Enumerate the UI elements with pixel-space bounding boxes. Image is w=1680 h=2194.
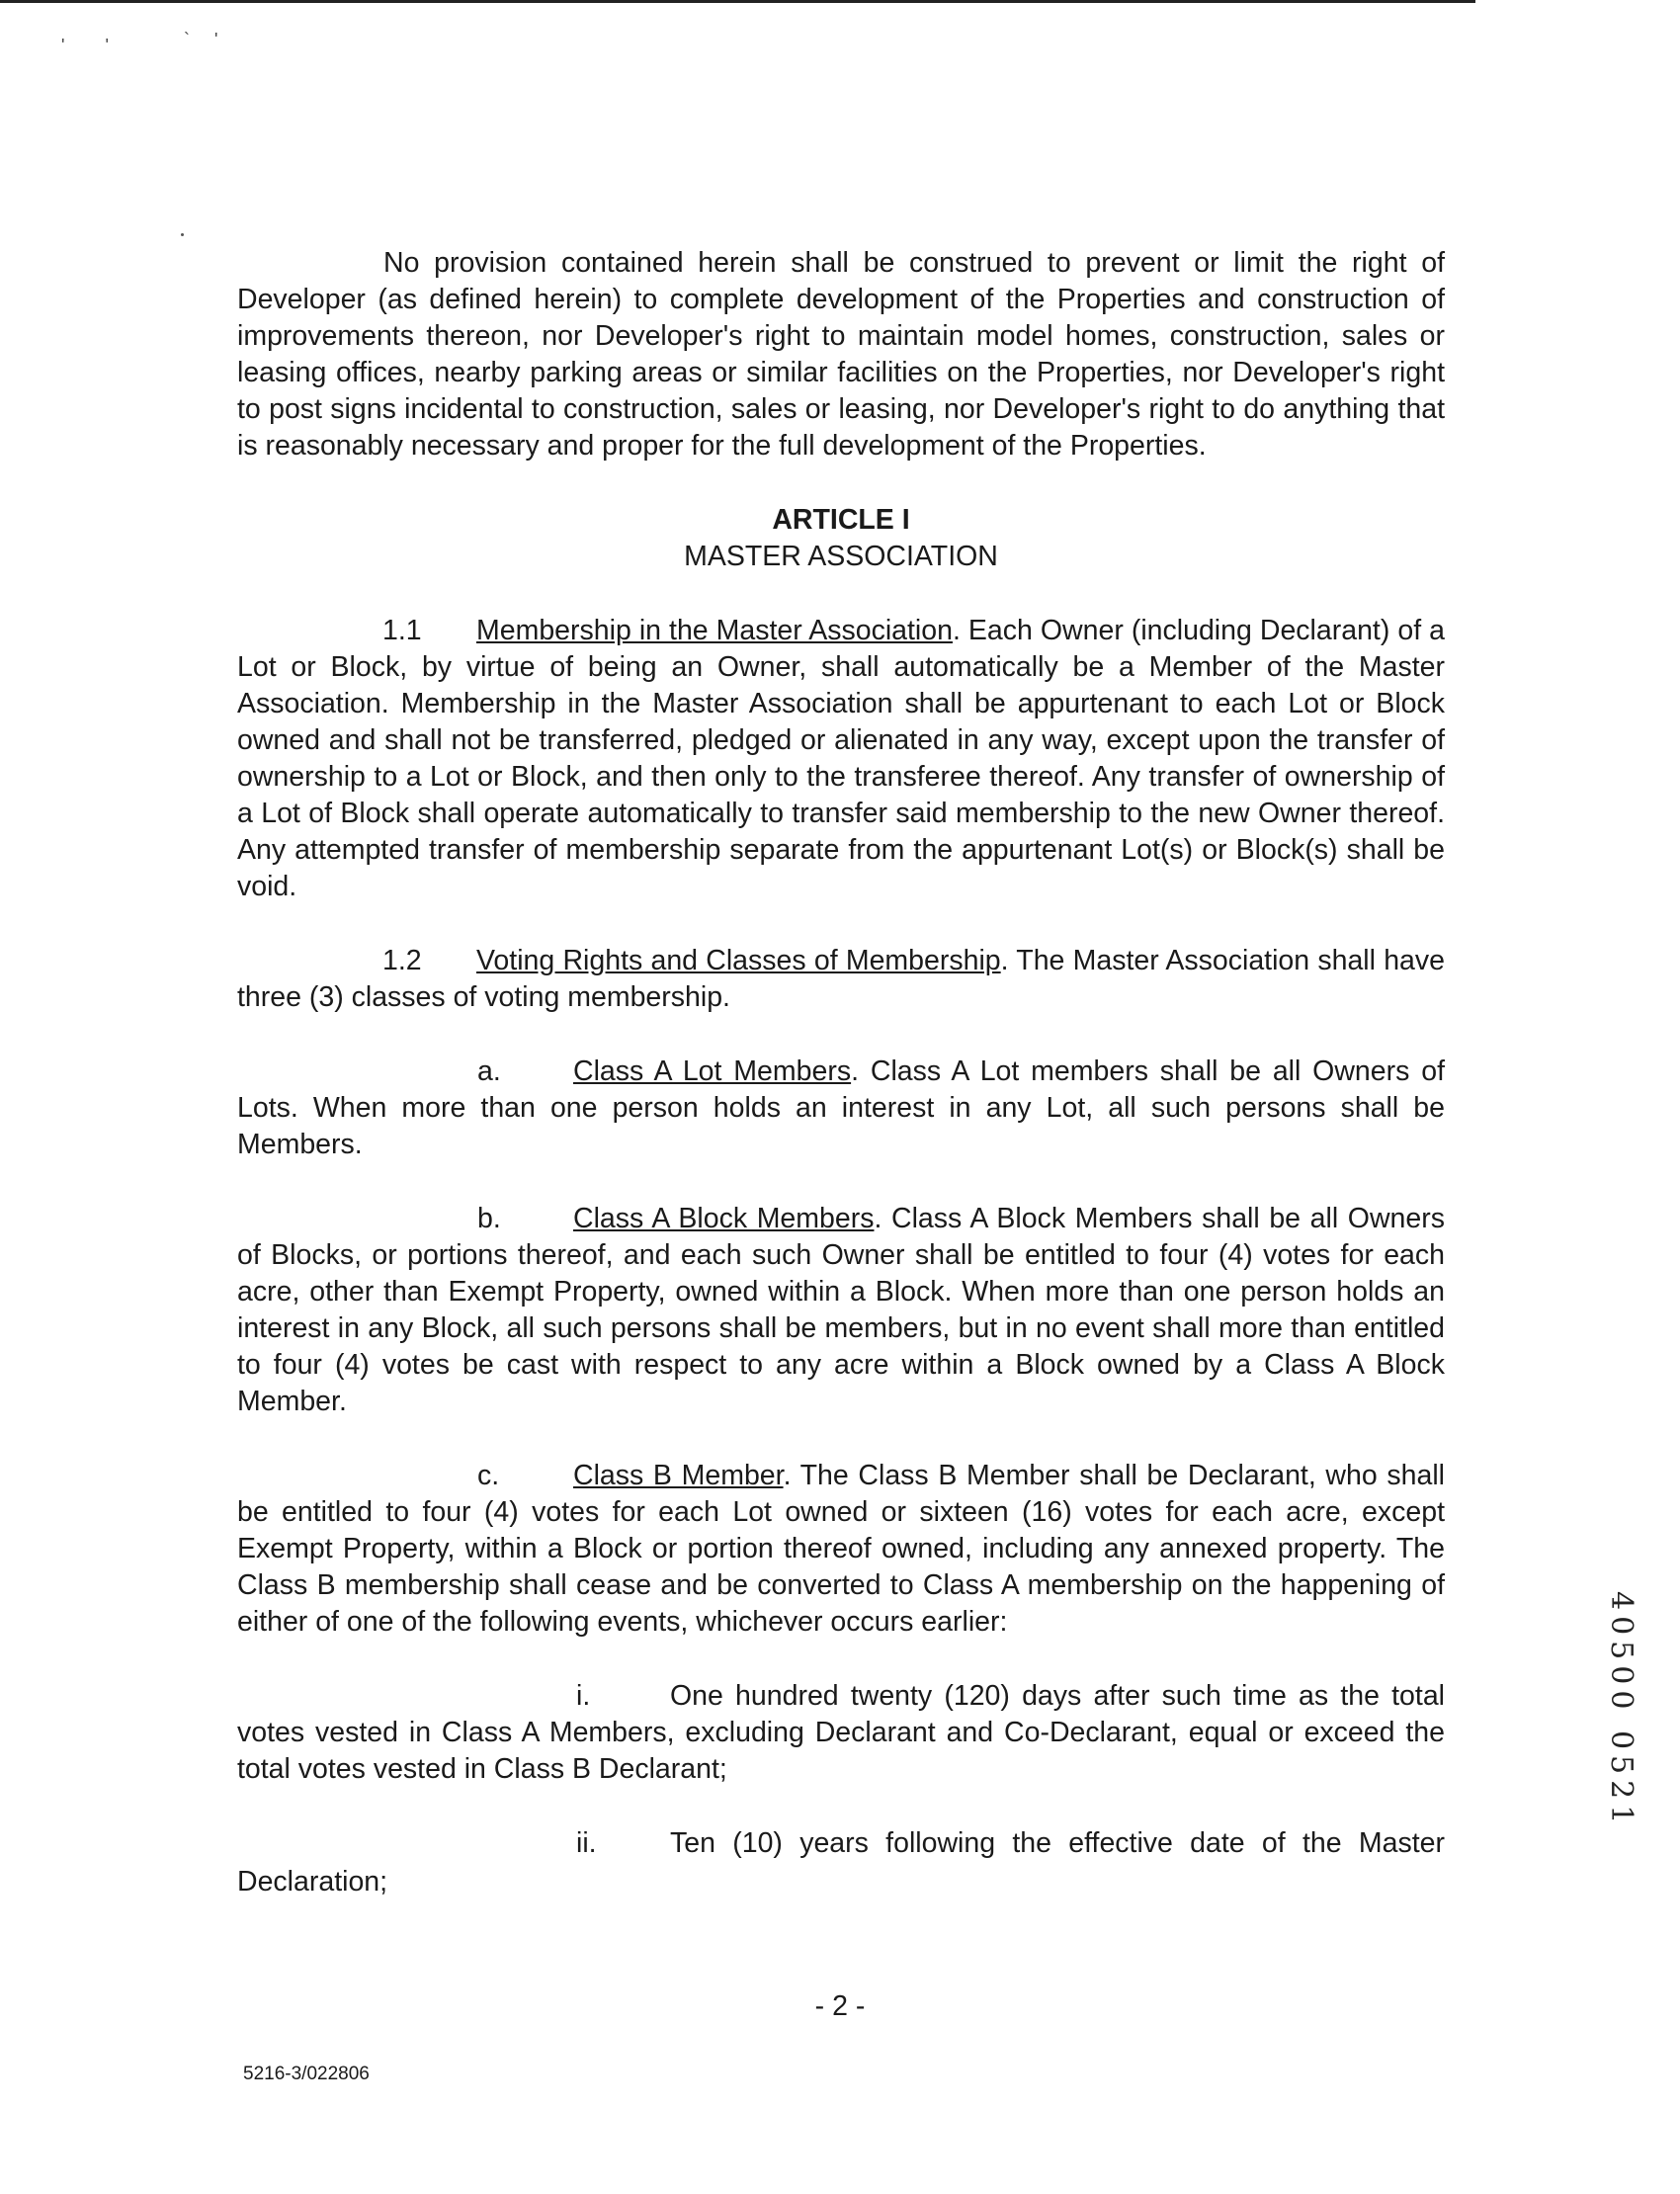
section-1-1-number: 1.1: [382, 615, 422, 646]
subsection-c-text: . The Class B Member shall be Declarant, who shall be entitled to four (4) votes for each Lot owned or sixteen (16) votes for each acre, except Exempt Property, within a Block or portion thereof owned, including any annexed property. The Class B membership shall cease and be converted to Class A membership on the happening of either of one of the following events, whichever occurs earlier:: [237, 1460, 1445, 1638]
scan-top-edge-line: [0, 0, 1475, 3]
article-subtitle: MASTER ASSOCIATION: [684, 541, 998, 572]
subsection-b-label: b.: [477, 1203, 501, 1234]
item-ii-line1: Ten (10) years following the effective date of the Master: [670, 1827, 1445, 1859]
item-i: [237, 1678, 1445, 1788]
scan-dot: [181, 233, 184, 236]
subsection-b: [237, 1201, 1445, 1420]
section-1-2-text: . The Master Association shall have three (3) classes of voting membership.: [237, 945, 1445, 1013]
subsection-b-text: . Class A Block Members shall be all Owners of Blocks, or portions thereof, and each such Owner shall be entitled to four (4) votes for each acre, other than Exempt Property, owned within a Block. When more than one person holds an interest in any Block, all such persons shall be members, but in no event shall more than entitled to four (4) votes be cast with respect to any acre within a Block owned by a Class A Block Member.: [237, 1203, 1445, 1417]
section-1-1-text: . Each Owner (including Declarant) of a Lot or Block, by virtue of being an Owner, shall automatically be a Member of the Master Association. Membership in the Master Association shall be appurtenant to each Lot or Block owned and shall not be transferred, pledged or alienated in any way, except upon the transfer of ownership to a Lot or Block, and then only to the transferee thereof. Any transfer of ownership of a Lot of Block shall operate automatically to transfer said membership to the new Owner thereof. Any attempted transfer of membership separate from the appurtenant Lot(s) or Block(s) shall be void.: [237, 615, 1445, 902]
subsection-c-label: c.: [477, 1460, 500, 1491]
item-i-text: One hundred twenty (120) days after such time as the total votes vested in Class A Members, excluding Declarant and Co-Declarant, equal or exceed the total votes vested in Class B Declarant;: [237, 1680, 1445, 1785]
footer-document-code: 5216-3/022806: [243, 2064, 370, 2084]
scan-speck-marks: ' ': [61, 36, 126, 55]
section-1-2: [237, 943, 1445, 1016]
item-ii-line2: Declaration;: [237, 1866, 388, 1898]
section-1-2-heading: Voting Rights and Classes of Membership: [476, 945, 1001, 976]
section-1-2-number: 1.2: [382, 945, 422, 976]
section-1-1: [237, 613, 1445, 905]
subsection-a: [237, 1054, 1445, 1163]
subsection-a-text: . Class A Lot members shall be all Owners of Lots. When more than one person holds an interest in any Lot, all such persons shall be Members.: [237, 1055, 1445, 1160]
subsection-c-heading: Class B Member: [573, 1460, 784, 1491]
section-1-1-heading: Membership in the Master Association: [476, 615, 953, 646]
page-number: - 2 -: [814, 1990, 866, 2022]
article-title: ARTICLE I: [772, 504, 910, 536]
document-body: [237, 245, 1445, 1900]
subsection-a-label: a.: [477, 1055, 501, 1087]
item-ii: [237, 1825, 1445, 1862]
subsection-c: [237, 1458, 1445, 1641]
subsection-b-heading: Class A Block Members: [573, 1203, 875, 1234]
intro-paragraph: No provision contained herein shall be construed to prevent or limit the right of Developer (as defined herein) to complete development of the Properties and construction of improvements thereon, nor Developer's right to maintain model homes, construction, sales or leasing offices, nearby parking areas or similar facilities on the Properties, nor Developer's right to post signs incidental to construction, sales or leasing, nor Developer's right to do anything that is reasonably necessary and proper for the full development of the Properties.: [237, 247, 1445, 462]
subsection-a-heading: Class A Lot Members: [573, 1055, 852, 1087]
margin-recording-stamp: 40500 0521: [1604, 1591, 1638, 1830]
item-i-label: i.: [576, 1680, 591, 1712]
item-ii-label: ii.: [576, 1827, 597, 1859]
scan-speck-marks-2: ` ': [184, 30, 228, 49]
